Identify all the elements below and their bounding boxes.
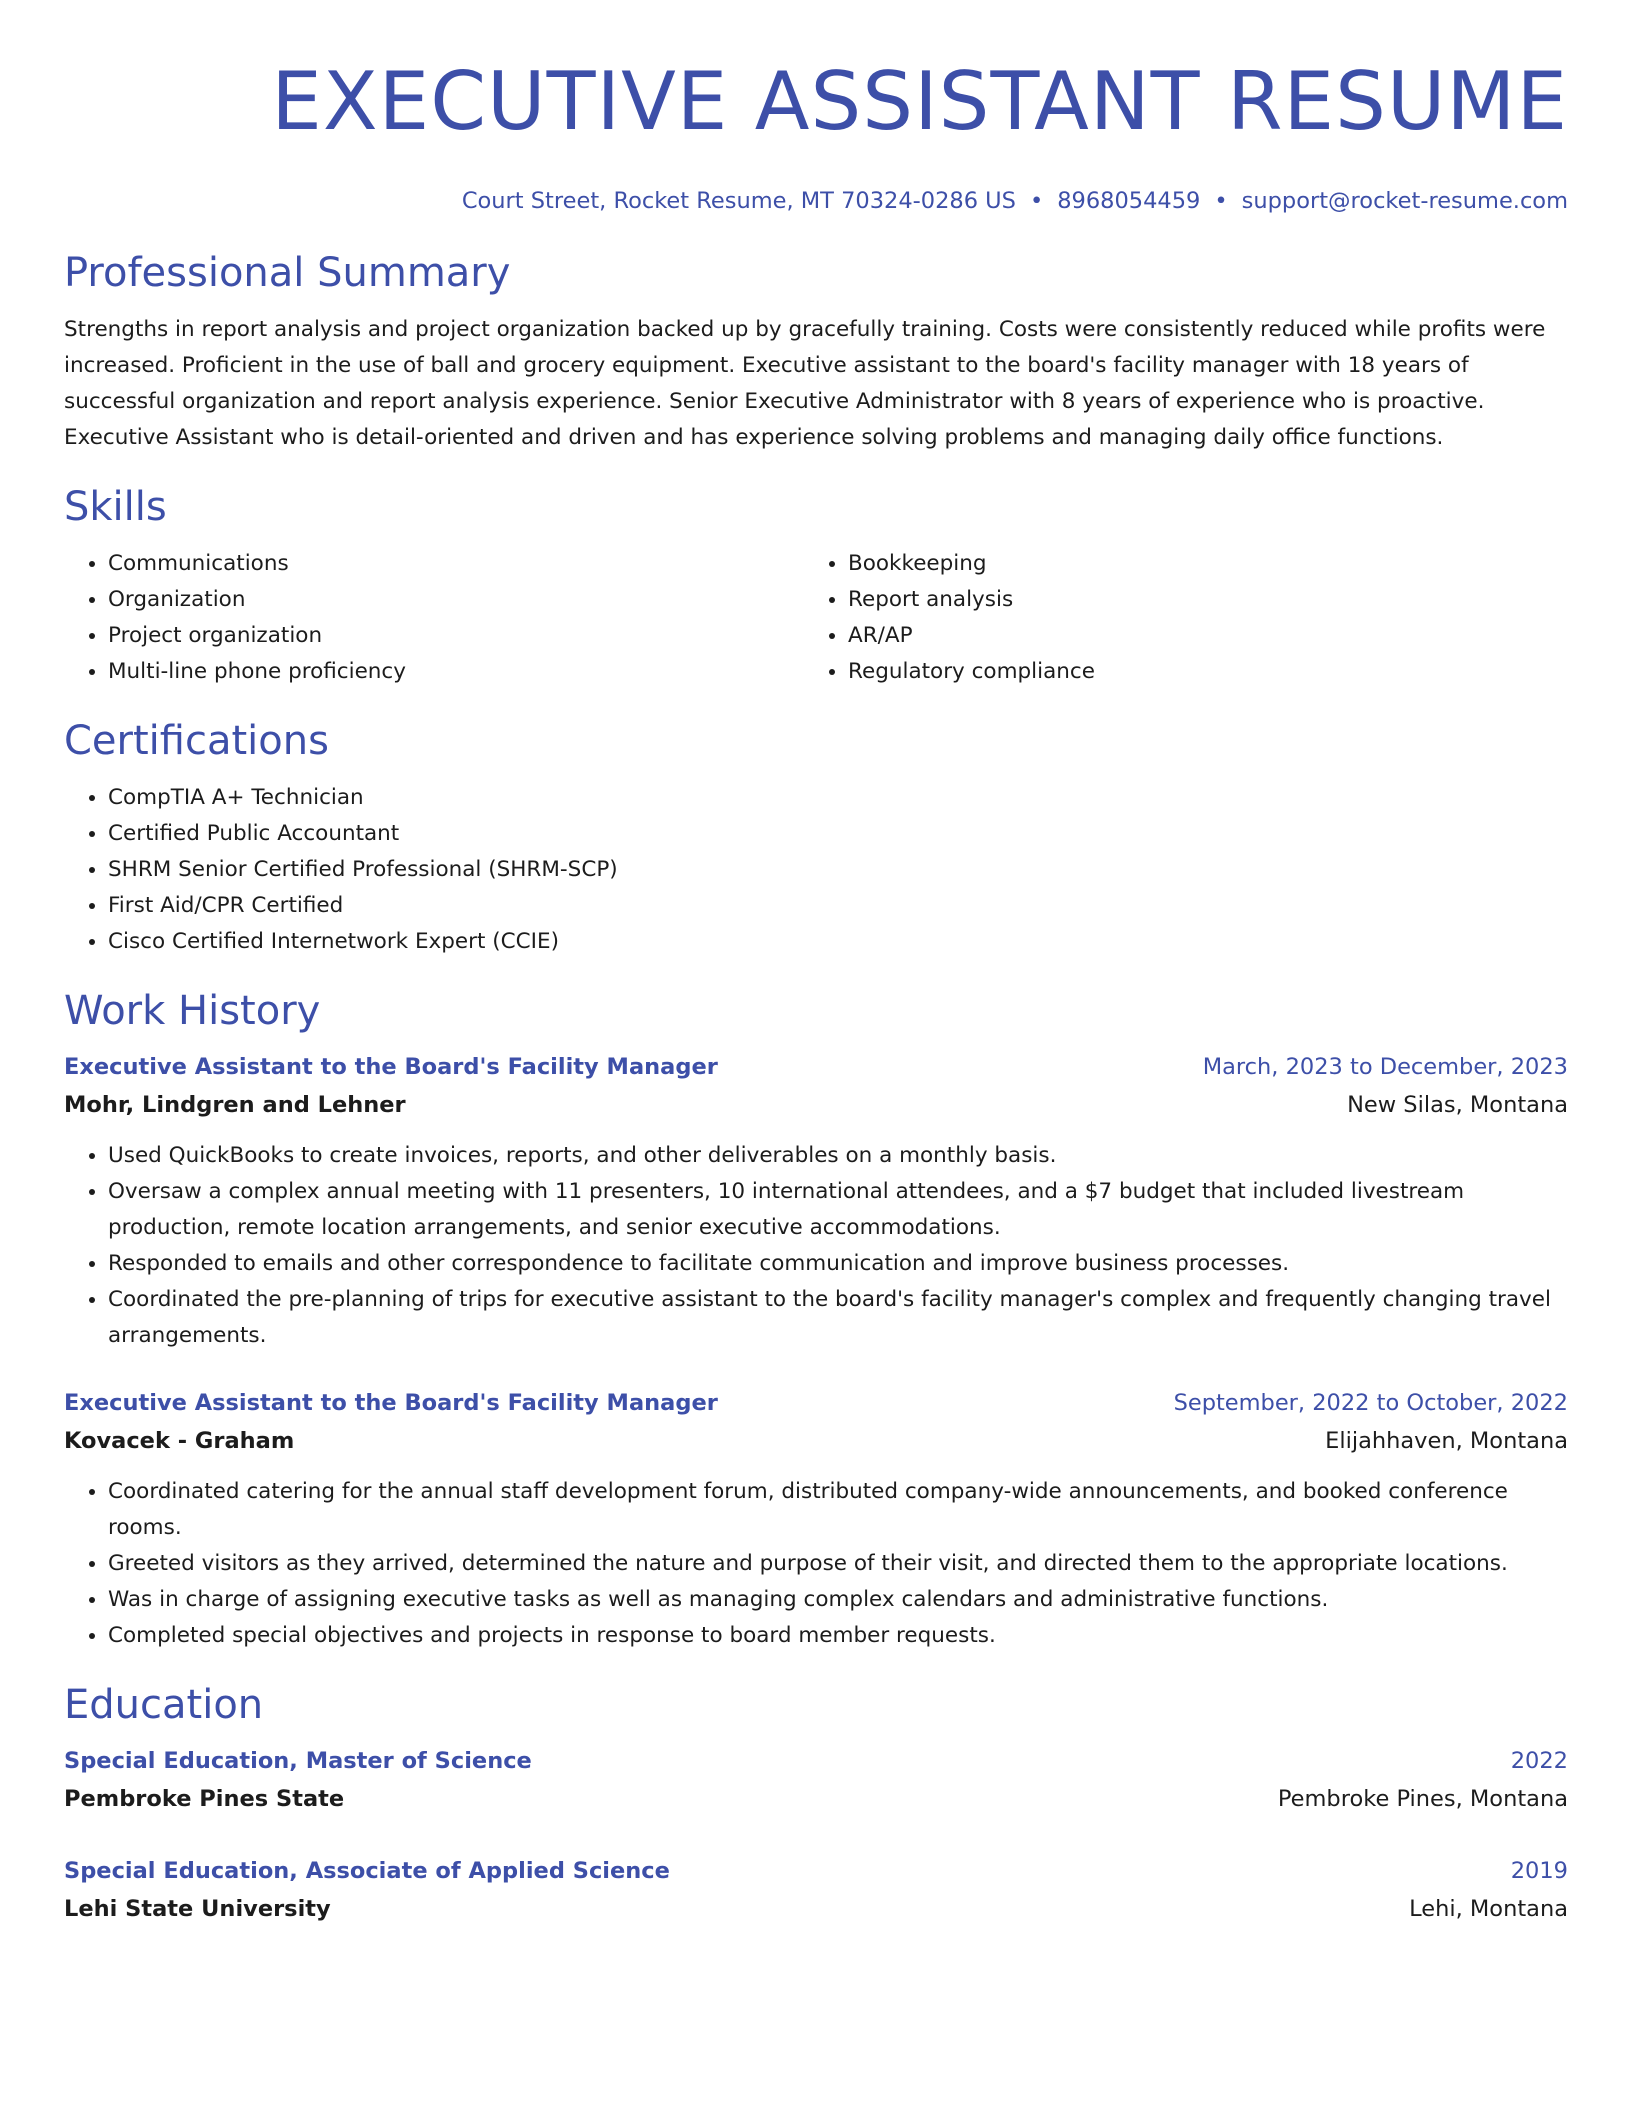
education-school-row	[64, 1890, 1568, 1928]
job-bullet: • Oversaw a complex annual meeting with 11 presenters, 10 international attendees, and a $7 budget that included livestream production, remote location arrangements, and senior executive accommodations.	[108, 1174, 1568, 1246]
job-entry	[64, 1384, 1568, 1654]
contact-address: Court Street, Rocket Resume, MT 70324-0286 US	[461, 188, 1016, 214]
job-bullet: • Greeted visitors as they arrived, determined the nature and purpose of their visit, and directed them to the appropriate locations.	[108, 1546, 1568, 1582]
education-year: 2022	[1510, 1748, 1568, 1774]
resume-title: EXECUTIVE ASSISTANT RESUME	[271, 55, 1568, 148]
education-degree: Special Education, Associate of Applied Science	[64, 1858, 670, 1884]
job-title: Executive Assistant to the Board's Facility Manager	[64, 1054, 718, 1080]
education-school: Pembroke Pines State	[64, 1786, 345, 1812]
skill-item: • Multi-line phone proficiency	[108, 654, 804, 690]
work-history-heading: Work History	[64, 988, 321, 1034]
education-school: Lehi State University	[64, 1896, 331, 1922]
job-bullet: • Was in charge of assigning executive tasks as well as managing complex calendars and administrative functions.	[108, 1582, 1568, 1618]
job-title-row	[64, 1048, 1568, 1086]
skills-heading: Skills	[64, 484, 167, 530]
education-degree-row	[64, 1852, 1568, 1890]
work-history-section	[64, 986, 1568, 1654]
skills-section	[64, 482, 1568, 690]
education-school-row	[64, 1780, 1568, 1818]
education-year: 2019	[1510, 1858, 1568, 1884]
job-company: Mohr, Lindgren and Lehner	[64, 1092, 406, 1118]
summary-text: Strengths in report analysis and project organization backed up by gracefully training. Costs were consistently reduced while profits were increased. Proficient in the use of ball and grocery equipment. Executive assistant to the board's facility manager with 18 years of successful organization and report analysis experience. Senior Executive Administrator with 8 years of experience who is proactive. Executive Assistant who is detail-oriented and driven and has experience solving problems and managing daily office functions.	[64, 317, 1546, 450]
skill-item: • Regulatory compliance	[848, 654, 1568, 690]
skill-item: • Organization	[108, 582, 804, 618]
job-company: Kovacek - Graham	[64, 1428, 295, 1454]
certifications-section	[64, 716, 1568, 960]
job-dates: March, 2023 to December, 2023	[1202, 1054, 1568, 1080]
summary-section	[64, 248, 1568, 456]
certifications-heading: Certifications	[64, 718, 329, 764]
certification-item: • Certified Public Accountant	[108, 816, 1568, 852]
skill-item: • Bookkeeping	[848, 546, 1568, 582]
education-entry	[64, 1742, 1568, 1818]
job-bullet: • Coordinated the pre-planning of trips for executive assistant to the board's facility manager's complex and frequently changing travel arrangements.	[108, 1282, 1568, 1354]
job-company-row	[64, 1086, 1568, 1124]
education-entry	[64, 1852, 1568, 1928]
certification-item: • First Aid/CPR Certified	[108, 888, 1568, 924]
skill-item: • Report analysis	[848, 582, 1568, 618]
certification-item: • Cisco Certified Internetwork Expert (CCIE)	[108, 924, 1568, 960]
skills-list-right	[804, 546, 1568, 690]
summary-heading: Professional Summary	[64, 250, 511, 296]
education-location: Pembroke Pines, Montana	[1277, 1786, 1568, 1812]
certification-item: • CompTIA A+ Technician	[108, 780, 1568, 816]
skill-item: • Project organization	[108, 618, 804, 654]
contact-phone[interactable]: 8968054459	[1057, 188, 1201, 214]
job-bullet: • Used QuickBooks to create invoices, reports, and other deliverables on a monthly basis.	[108, 1138, 1568, 1174]
job-bullet: • Coordinated catering for the annual staff development forum, distributed company-wide announcements, and booked conference rooms.	[108, 1474, 1568, 1546]
contact-line	[64, 186, 1568, 216]
job-bullet: • Responded to emails and other correspondence to facilitate communication and improve business processes.	[108, 1246, 1568, 1282]
education-heading: Education	[64, 1682, 264, 1728]
contact-separator: •	[1214, 188, 1228, 214]
skills-list-left	[64, 546, 804, 690]
education-degree-row	[64, 1742, 1568, 1780]
skill-item: • AR/AP	[848, 618, 1568, 654]
certification-item: • SHRM Senior Certified Professional (SHRM-SCP)	[108, 852, 1568, 888]
job-title-row	[64, 1384, 1568, 1422]
job-location: New Silas, Montana	[1347, 1092, 1568, 1118]
job-title: Executive Assistant to the Board's Facility Manager	[64, 1390, 718, 1416]
skill-item: • Communications	[108, 546, 804, 582]
education-section	[64, 1680, 1568, 1928]
job-bullets	[64, 1474, 1568, 1654]
education-degree: Special Education, Master of Science	[64, 1748, 532, 1774]
skills-grid	[64, 532, 1568, 690]
job-bullet: • Completed special objectives and projects in response to board member requests.	[108, 1618, 1568, 1654]
job-location: Elijahhaven, Montana	[1325, 1428, 1568, 1454]
job-entry	[64, 1048, 1568, 1354]
contact-separator: •	[1029, 188, 1044, 214]
education-location: Lehi, Montana	[1409, 1896, 1568, 1922]
job-bullets	[64, 1138, 1568, 1354]
certifications-list	[64, 780, 1568, 960]
contact-email[interactable]: support@rocket-resume.com	[1241, 188, 1568, 214]
job-dates: September, 2022 to October, 2022	[1173, 1390, 1568, 1416]
job-company-row	[64, 1422, 1568, 1460]
